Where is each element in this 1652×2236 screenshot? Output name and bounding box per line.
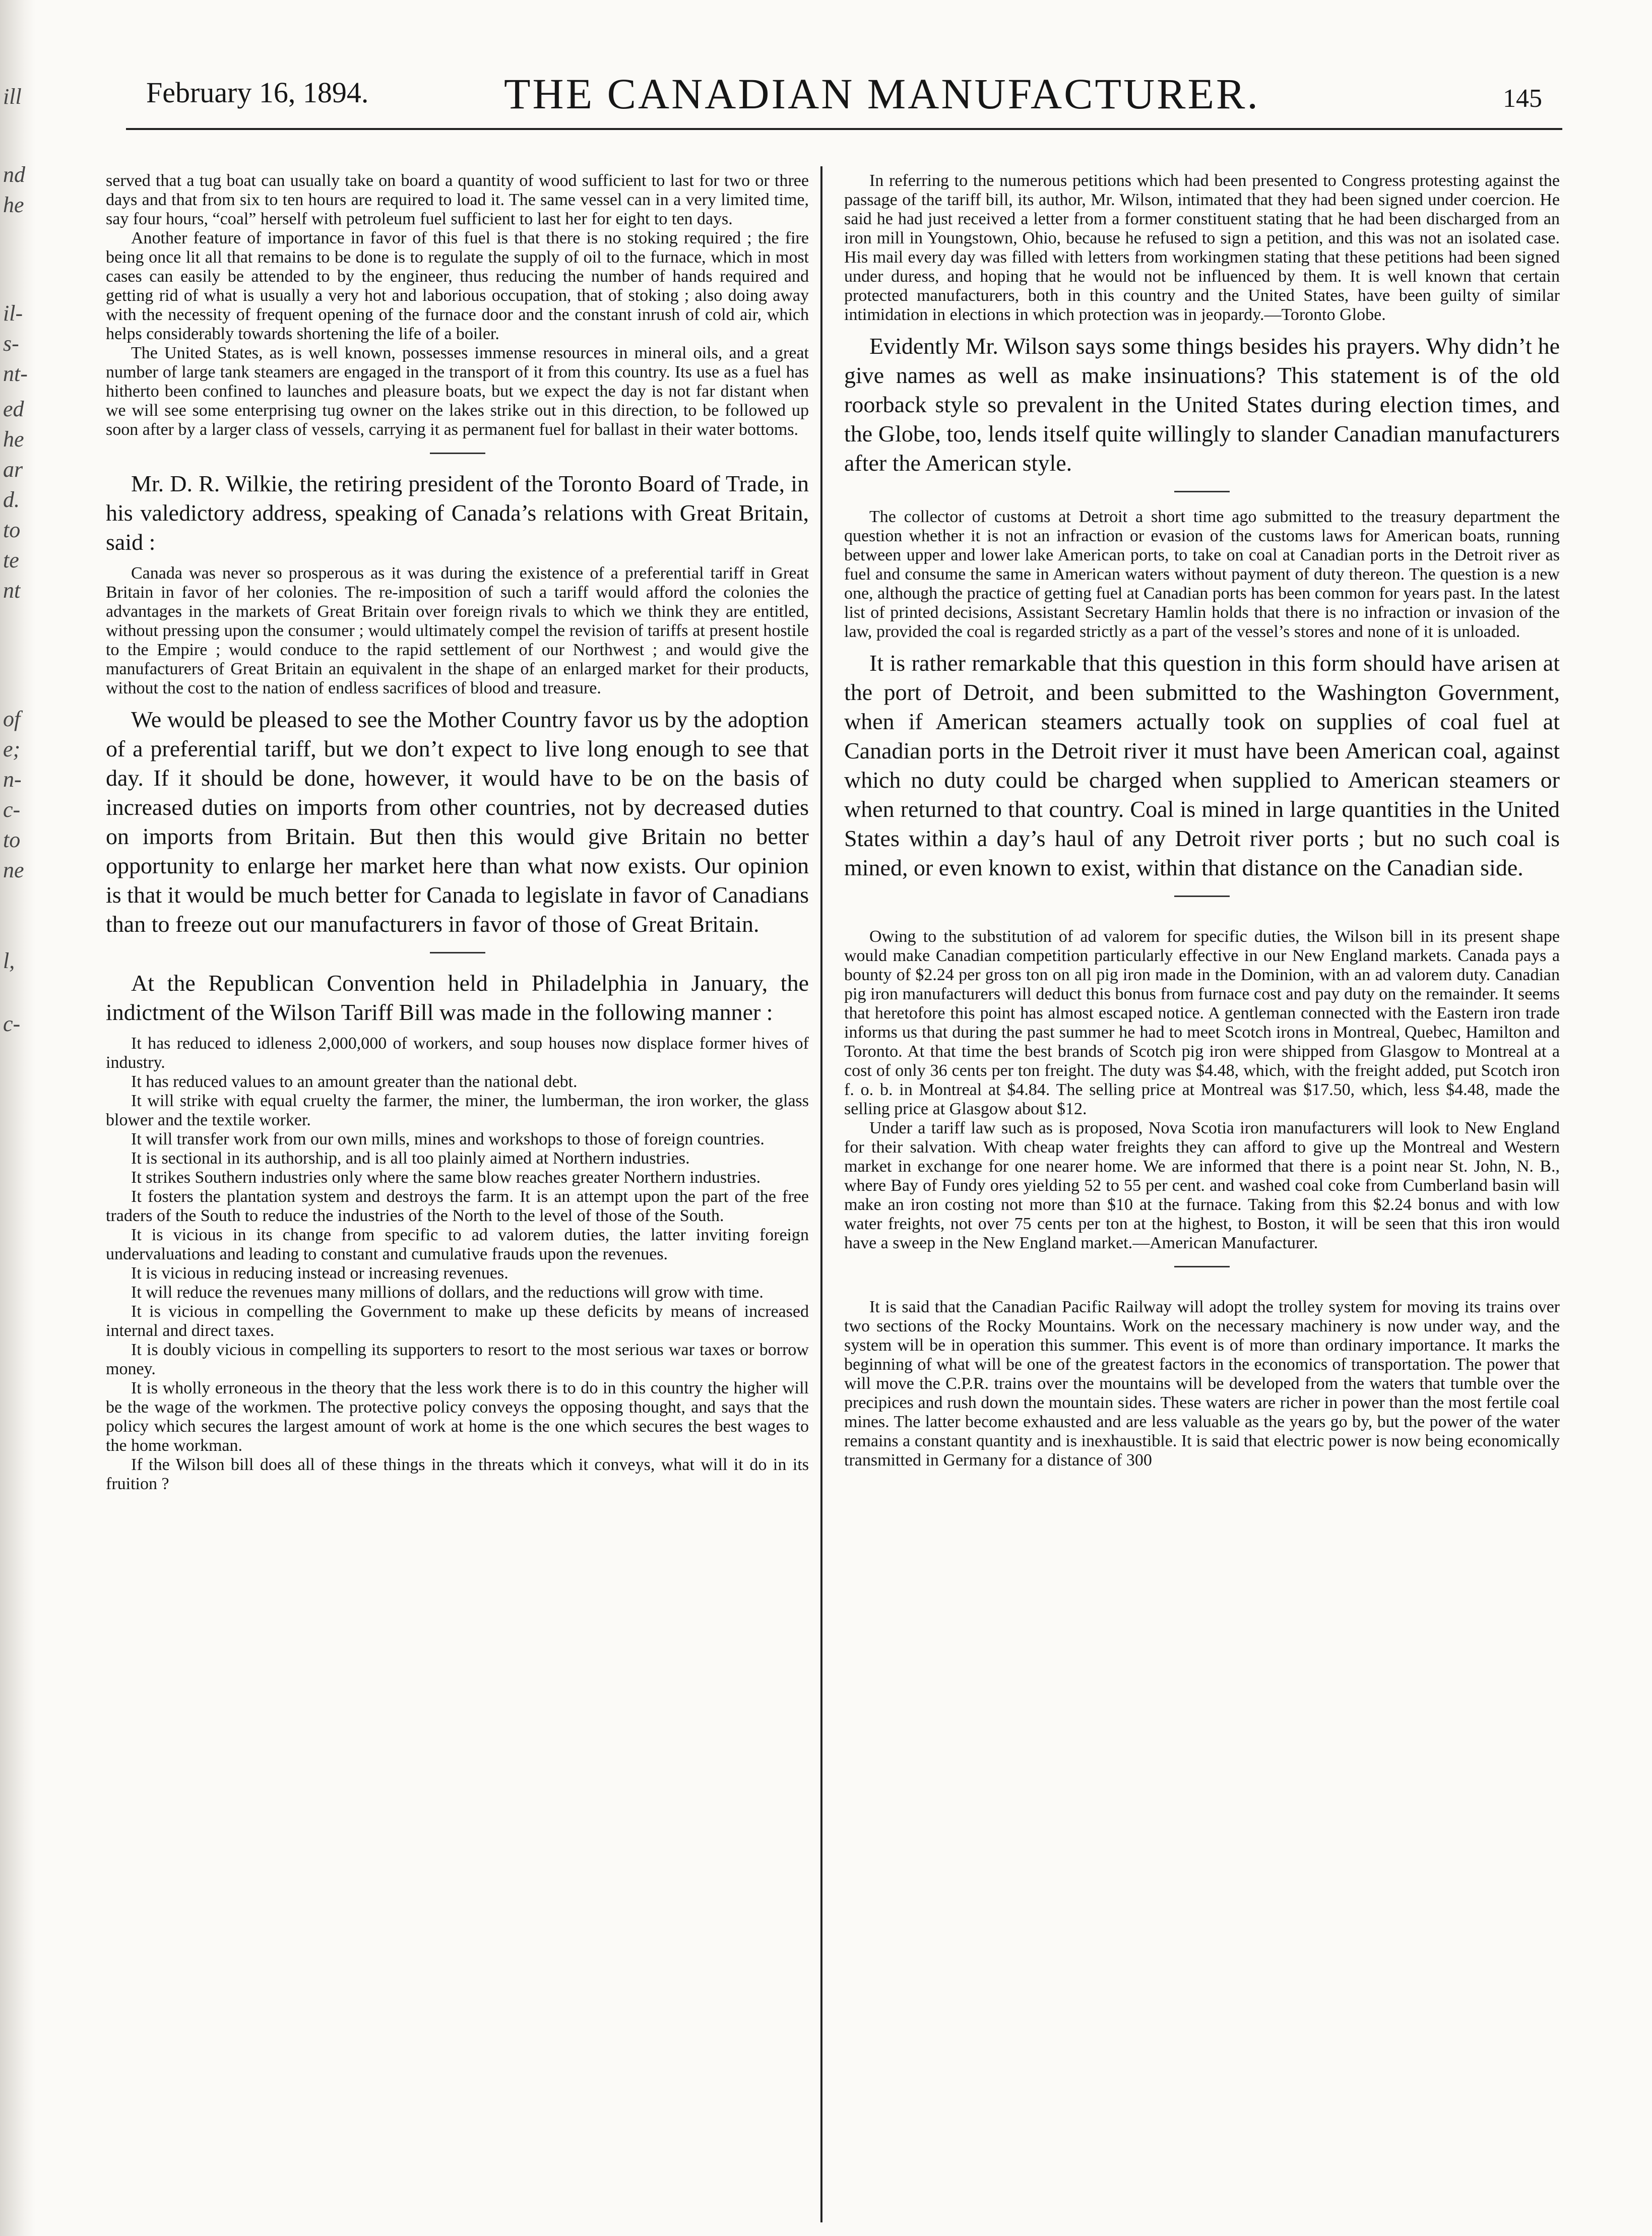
header-rule xyxy=(126,128,1562,130)
paragraph: Another feature of importance in favor of this fuel is that there is no stoking required ; the fire being once lit all that remains to be done is to regulate the supply of oil to the furnace, which in most cases can easily be attended to by the engineer, thus reducing the number of hands required and getting rid of what is usually a very hot and laborious occupation, that of stoking ; also doing away with the necessity of frequent opening of the furnace door and the constant inrush of cold air, which helps considerably towards shortening the life of a boiler. xyxy=(106,229,809,343)
indictment-item: It will reduce the revenues many millions of dollars, and the reductions will grow with time. xyxy=(131,1283,764,1302)
margin-fragment: nd xyxy=(3,162,25,187)
margin-fragment: nt xyxy=(3,578,21,603)
indictment-item: It is wholly erroneous in the theory that the less work there is to do in this country the higher will be the wage of the workmen. The protective policy conveys the opposing thought, and says that the policy which secures the largest amount of work at home is the one which secures the best wages to the home workman. xyxy=(106,1379,809,1455)
margin-fragment: il- xyxy=(3,301,23,326)
section-separator xyxy=(430,453,485,454)
section-separator xyxy=(1174,1266,1230,1267)
margin-fragment: d. xyxy=(3,487,20,512)
publication-title: THE CANADIAN MANUFACTURER. xyxy=(504,70,1260,118)
indictment-item: It will strike with equal cruelty the farmer, the miner, the lumberman, the iron worker, the glass blower and the textile worker. xyxy=(106,1092,809,1129)
margin-fragment: ne xyxy=(3,858,24,882)
margin-fragment: ed xyxy=(3,397,24,421)
indictment-item: It fosters the plantation system and destroys the farm. It is an attempt upon the part of the free traders of the South to reduce the industries of the North to the level of those of the South. xyxy=(106,1187,809,1225)
indictment-item: It has reduced values to an amount greater than the national debt. xyxy=(131,1072,578,1091)
margin-fragment: s- xyxy=(3,331,19,356)
indictment-item: It will transfer work from our own mills, mines and workshops to those of foreign countries. xyxy=(131,1130,765,1148)
wilkie-intro: Mr. D. R. Wilkie, the retiring president of the Toronto Board of Trade, in his valedictory address, speaking of Canada’s relations with Great Britain, said : xyxy=(106,471,809,555)
republican-intro: At the Republican Convention held in Philadelphia in January, the indictment of the Wilson Tariff Bill was made in the following manner : xyxy=(106,970,809,1025)
margin-fragment: of xyxy=(3,707,21,731)
margin-fragment: l, xyxy=(3,948,15,973)
indictment-item: If the Wilson bill does all of these things in the threats which it conveys, what will it do in its fruition ? xyxy=(106,1455,809,1493)
indictment-item: It strikes Southern industries only where the same blow reaches greater Northern industries. xyxy=(131,1168,761,1187)
left-column xyxy=(106,171,809,1494)
paragraph: served that a tug boat can usually take on board a quantity of wood sufficient to last for two or three days and that from six to ten hours are required to load it. The same vessel can in a very limited time, say four hours, “coal” herself with petroleum fuel sufficient to last her for eight to ten days. xyxy=(106,171,809,228)
margin-fragment: ar xyxy=(3,457,23,482)
wilkie-comment: We would be pleased to see the Mother Country favor us by the adoption of a preferential tariff, but we don’t expect to live long enough to see that day. If it should be done, however, it would have to be on the basis of increased duties on imports from other countries, not by decreased duties on imports from Britain. But then this would give Britain no better opportunity to enlarge her market here than what now exists. Our opinion is that it would be much better for Canada to legislate in favor of Canadians than to freeze out our manufacturers in favor of those of Great Britain. xyxy=(106,707,809,937)
margin-fragment: c- xyxy=(3,1011,21,1036)
indictment-list xyxy=(106,1034,809,1494)
margin-fragment: c- xyxy=(3,797,21,822)
margin-fragment: te xyxy=(3,548,19,572)
margin-fragment: n- xyxy=(3,767,22,792)
customs-comment: It is rather remarkable that this question in this form should have arisen at the port of Detroit, and been submitted to the Washington Government, when if American steamers actually took on supplies of coal fuel at Canadian ports in the Detroit river it must have been American coal, against which no duty could be charged when supplied to American steamers or when returned to that country. Coal is mined in large quantities in the United States within a day’s haul of any Detroit river ports ; but no such coal is mined, or even known to exist, within that distance on the Canadian side. xyxy=(844,650,1560,880)
indictment-item: It is vicious in its change from specific to ad valorem duties, the latter inviting foreign undervaluations and leading to constant and cumulative frauds upon the revenues. xyxy=(106,1226,809,1263)
issue-date: February 16, 1894. xyxy=(146,76,369,109)
indictment-item: It has reduced to idleness 2,000,000 of workers, and soup houses now displace former hives of industry. xyxy=(106,1034,809,1072)
wilson-item: In referring to the numerous petitions which had been presented to Congress protesting against the passage of the tariff bill, its author, Mr. Wilson, intimated that they had been signed under coercion. He said he had just received a letter from a former constituent stating that he had been discharged from an iron mill in Youngstown, Ohio, because he refused to sign a petition, and this was not an isolated case. His mail every day was filled with letters from workingmen stating that these petitions had been signed under duress, and hoping that he would not be influenced by them. It is well known that certain protected manufacturers, both in this country and the United States, have been guilty of similar intimidation in elections in which protection was in jeopardy.—Toronto Globe. xyxy=(844,171,1560,324)
wilkie-quote: Canada was never so prosperous as it was during the existence of a preferential tariff in Great Britain in favor of her colonies. The re-imposition of such a tariff would afford the colonies the advantages in the markets of Great Britain over foreign rivals to which we think they are entitled, without pressing upon the consumer ; would ultimately compel the revision of tariffs at present hostile to the Empire ; would conduce to the rapid settlement of our Northwest ; and would give the manufacturers of Great Britain an equivalent in the shape of an enlarged market for their products, without the cost to the nation of endless sacrifices of blood and treasure. xyxy=(106,564,809,697)
margin-fragment: he xyxy=(3,193,24,217)
paragraph: Owing to the substitution of ad valorem for specific duties, the Wilson bill in its present shape would make Canadian competition particularly effective in our New England markets. Canada pays a bounty of $2.24 per gross ton on all pig iron made in the Dominion, with an ad valorem duty. Canadian pig iron manufacturers will deduct this bonus from furnace cost and pay duty on the remainder. It seems that heretofore this point has almost escaped notice. A gentleman connected with the Eastern iron trade informs us that during the past summer he had to meet Scotch irons in Montreal, Quebec, Hamilton and Toronto. At that time the best brands of Scotch pig iron were shipped from Glasgow to Montreal at a cost of only 36 cents per ton freight. The duty was $4.48, which, with the freight added, put Scotch iron f. o. b. in Montreal at $4.84. The selling price at Montreal was $17.50, which, less $4.48, made the selling price at Glasgow about $12. xyxy=(844,927,1560,1118)
indictment-item: It is vicious in compelling the Government to make up these deficits by means of increased internal and direct taxes. xyxy=(106,1302,809,1340)
section-separator xyxy=(430,952,485,953)
right-column xyxy=(844,171,1560,1470)
cpr-item: It is said that the Canadian Pacific Railway will adopt the trolley system for moving its trains over two sections of the Rocky Mountains. Work on the necessary machinery is now under way, and the system will be in operation this summer. This event is of more than ordinary importance. It marks the beginning of what will be one of the greatest factors in the economics of transportation. The power that will move the C.P.R. trains over the mountains will be developed from the waters that tumble over the precipices and rush down the mountain sides. These waters are richer in power than the most fertile coal mines. The latter become exhausted and are less valuable as the years go by, but the power of the water remains a constant quantity and is inexhaustible. It is said that electric power is now being economically transmitted in Germany for a distance of 300 xyxy=(844,1298,1560,1470)
paragraph: The United States, as is well known, possesses immense resources in mineral oils, and a great number of large tank steamers are engaged in the transport of it from this country. Its use as a fuel has hitherto been confined to launches and pleasure boats, but we expect the day is not far distant when we will see some enterprising tug owner on the lakes strike out in this direction, to be followed up soon after by a larger class of vessels, carrying it as permanent fuel for ballast in their water bottoms. xyxy=(106,344,809,439)
wilson-comment: Evidently Mr. Wilson says some things besides his prayers. Why didn’t he give names as well as make insinuations? This statement is of the old roorback style so prevalent in the United States during election times, and the Globe, too, lends itself quite willingly to slander Canadian manufacturers after the American style. xyxy=(844,333,1560,476)
section-separator xyxy=(1174,896,1230,897)
margin-fragment: he xyxy=(3,427,24,452)
indictment-item: It is doubly vicious in compelling its supporters to resort to the most serious war taxes or borrow money. xyxy=(106,1340,809,1378)
section-separator xyxy=(1174,491,1230,492)
page-header xyxy=(126,70,1562,131)
margin-fragment: to xyxy=(3,827,21,852)
paragraph: Under a tariff law such as is proposed, Nova Scotia iron manufacturers will look to New England for their salvation. With cheap water freights they can afford to give up the Montreal and Western market in exchange for one nearer home. We are informed that there is a point near St. John, N. B., where Bay of Fundy ores yielding 52 to 55 per cent. and washed coal coke from Cumberland basin will make an iron costing not more than $10 at the furnace. Taking from this $2.24 bonus and with low water freights, not over 75 cents per ton at the highest, to Boston, it will be seen that this iron would have a sweep in the New England market.—American Manufacturer. xyxy=(844,1119,1560,1252)
customs-item: The collector of customs at Detroit a short time ago submitted to the treasury department the question whether it is not an infraction or evasion of the customs laws for American boats, running between upper and lower lake American ports, to take on coal at Canadian ports in the Detroit river as fuel and consume the same in American waters without payment of duty thereon. The question is a new one, although the practice of getting fuel at Canadian ports has been common for years past. In the latest list of printed decisions, Assistant Secretary Hamlin holds that there is no infraction or invasion of the law, provided the coal is regarded strictly as a part of the vessel’s stores and none of it is unloaded. xyxy=(844,507,1560,641)
pig-iron-article xyxy=(844,927,1560,1253)
margin-fragment: to xyxy=(3,518,21,542)
indictment-item: It is vicious in reducing instead or increasing revenues. xyxy=(131,1264,509,1283)
margin-fragment: ill xyxy=(3,84,22,109)
previous-page-edge xyxy=(0,0,35,2236)
fuel-article xyxy=(106,171,809,439)
margin-fragment: e; xyxy=(3,737,21,761)
column-divider xyxy=(820,166,822,2222)
page-number: 145 xyxy=(1503,84,1542,113)
indictment-item: It is sectional in its authorship, and is all too plainly aimed at Northern industries. xyxy=(131,1149,690,1168)
margin-fragment: nt- xyxy=(3,361,28,386)
